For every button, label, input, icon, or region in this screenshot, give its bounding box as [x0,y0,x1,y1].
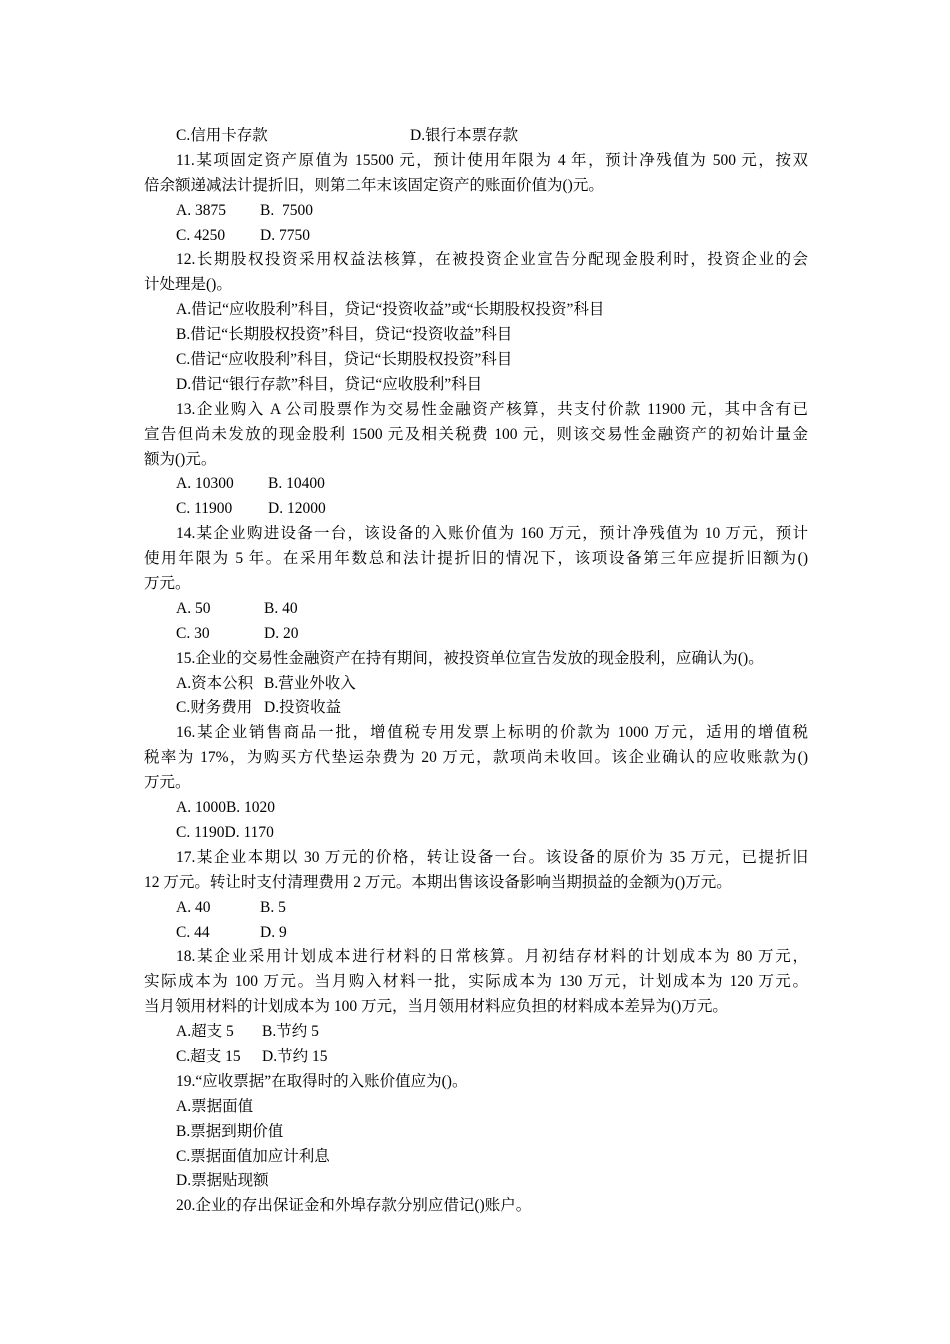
q17-options-ab [144,896,808,921]
q15-options-cd [144,696,808,721]
q13-stem-line1: 13.企业购入 A 公司股票作为交易性金融资产核算，共支付价款 11900 元，其中含有已 [176,400,808,418]
q14-options-cd [144,622,808,647]
q10-options-cd [144,124,808,149]
q15-option-b: B.营业外收入 [264,674,356,692]
q11-options-cd [144,224,808,249]
q13-option-a: A. 10300 [176,475,234,493]
q10-option-c: C.信用卡存款 [176,127,268,144]
q16-stem-line1: 16.某企业销售商品一批，增值税专用发票上标明的价款为 1000 万元，适用的增值税 [176,724,808,742]
q12-option-a: A.借记“应收股利”科目，贷记“投资收益”或“长期股权投资”科目 [176,301,605,319]
question-list [144,124,808,1219]
q15-option-d: D.投资收益 [264,699,342,717]
q16-stem-line3: 万元。 [144,774,191,792]
q12-option-b: B.借记“长期股权投资”科目，贷记“投资收益”科目 [176,326,513,344]
q11-stem-line2: 倍余额递减法计提折旧，则第二年末该固定资产的账面价值为()元。 [144,176,604,194]
q15-options-ab [144,672,808,697]
q18-stem-line1: 18.某企业采用计划成本进行材料的日常核算。月初结存材料的计划成本为 80 万元， [176,948,808,966]
q17-option-a: A. 40 [176,898,211,916]
q16-options-cd: C. 1190D. 1170 [176,823,274,841]
q14-option-d: D. 20 [264,624,299,642]
q14-stem-line2: 使用年限为 5 年。在采用年数总和法计提折旧的情况下，该项设备第三年应提折旧额为() [144,550,808,568]
q18-option-d: D.节约 15 [262,1047,328,1065]
q18-option-a: A.超支 5 [176,1023,234,1041]
q14-options-ab [144,597,808,622]
q12-stem-line2: 计处理是()。 [144,276,232,294]
q17-option-d: D. 9 [260,923,287,941]
q11-option-b: B. 7500 [260,201,313,219]
q13-stem-line3: 额为()元。 [144,450,217,468]
q19-stem-line1: 19.“应收票据”在取得时的入账价值应为()。 [176,1072,468,1090]
q13-options-cd [144,497,808,522]
q17-stem-line1: 17.某企业本期以 30 万元的价格，转让设备一台。该设备的原价为 35 万元，已提折旧 [176,848,808,866]
q17-option-c: C. 44 [176,923,210,941]
q18-option-c: C.超支 15 [176,1047,241,1065]
q11-option-a: A. 3875 [176,201,226,219]
q12-option-d: D.借记“银行存款”科目，贷记“应收股利”科目 [176,375,483,393]
q11-options-ab [144,199,808,224]
q15-option-a: A.资本公积 [176,674,254,692]
q19-option-b: B.票据到期价值 [176,1122,284,1140]
q17-options-cd [144,921,808,946]
q18-stem-line3: 当月领用材料的计划成本为 100 万元，当月领用材料应负担的材料成本差异为()万元。 [144,998,728,1016]
q11-option-c: C. 4250 [176,226,226,244]
q16-stem-line2: 税率为 17%，为购买方代垫运杂费为 20 万元，款项尚未收回。该企业确认的应收账款为() [144,749,808,767]
q18-stem-line2: 实际成本为 100 万元。当月购入材料一批，实际成本为 130 万元，计划成本为 120 万元。 [144,973,808,991]
q19-option-c: C.票据面值加应计利息 [176,1147,330,1165]
q11-option-d: D. 7750 [260,226,310,244]
q14-option-b: B. 40 [264,599,298,617]
q13-stem-line2: 宣告但尚未发放的现金股利 1500 元及相关税费 100 元，则该交易性金融资产的初始计量金 [144,425,808,443]
q12-option-c: C.借记“应收股利”科目，贷记“长期股权投资”科目 [176,351,513,369]
q10-option-d: D.银行本票存款 [410,127,519,144]
q17-stem-line2: 12 万元。转让时支付清理费用 2 万元。本期出售该设备影响当期损益的金额为()万元。 [144,873,732,891]
q13-option-b: B. 10400 [268,475,325,493]
q13-option-c: C. 11900 [176,500,233,518]
q14-stem-line3: 万元。 [144,575,191,593]
q17-option-b: B. 5 [260,898,286,916]
q18-options-cd [144,1045,808,1070]
q14-option-c: C. 30 [176,624,210,642]
q13-options-ab [144,472,808,497]
q16-options-ab: A. 1000B. 1020 [176,799,276,817]
q19-option-d: D.票据贴现额 [176,1172,269,1190]
q18-options-ab [144,1020,808,1045]
q20-stem-line1: 20.企业的存出保证金和外埠存款分别应借记()账户。 [176,1197,532,1215]
q15-option-c: C.财务费用 [176,699,253,717]
q12-stem-line1: 12.长期股权投资采用权益法核算，在被投资企业宣告分配现金股利时，投资企业的会 [176,251,808,269]
q14-stem-line1: 14.某企业购进设备一台，该设备的入账价值为 160 万元，预计净残值为 10 万元，预计 [176,525,808,543]
q15-stem-line1: 15.企业的交易性金融资产在持有期间，被投资单位宣告发放的现金股利，应确认为()。 [176,649,764,667]
q11-stem-line1: 11.某项固定资产原值为 15500 元，预计使用年限为 4 年，预计净残值为 500 元，按双 [176,151,808,169]
q18-option-b: B.节约 5 [262,1023,319,1041]
q14-option-a: A. 50 [176,599,211,617]
q13-option-d: D. 12000 [268,500,326,518]
q19-option-a: A.票据面值 [176,1097,254,1115]
